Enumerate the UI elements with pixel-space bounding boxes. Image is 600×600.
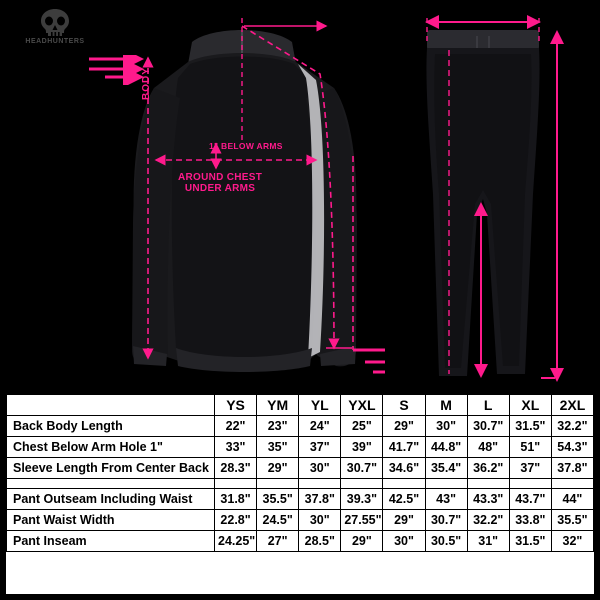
cell: 48"	[467, 437, 509, 458]
cell: 43.7"	[509, 489, 551, 510]
cell: 28.5"	[299, 531, 341, 552]
spacer-cell	[509, 479, 551, 489]
spacer-cell	[7, 479, 215, 489]
cell: 30"	[299, 510, 341, 531]
cell: 24"	[299, 416, 341, 437]
header-cell-blank	[7, 395, 215, 416]
table-row	[7, 510, 594, 531]
cell: 37"	[509, 458, 551, 479]
cell: 30.7"	[467, 416, 509, 437]
cell: 22.8"	[215, 510, 257, 531]
cell: 36.2"	[467, 458, 509, 479]
label-below-arms: 1" BELOW ARMS	[209, 141, 283, 151]
cell: 44.8"	[425, 437, 467, 458]
cell: 30"	[383, 531, 425, 552]
cell: 31.8"	[215, 489, 257, 510]
cell: 31.5"	[509, 416, 551, 437]
label-around-chest-line2: UNDER ARMS	[184, 183, 256, 194]
cell: 29"	[383, 510, 425, 531]
cell: 37.8"	[299, 489, 341, 510]
cell: 35.4"	[425, 458, 467, 479]
table-row	[7, 489, 594, 510]
header-cell-ym: YM	[257, 395, 299, 416]
size-table	[6, 394, 594, 552]
sleeve-measure-bracket	[345, 150, 390, 380]
header-cell-yl: YL	[299, 395, 341, 416]
header-cell-xl: XL	[509, 395, 551, 416]
cell: 34.6"	[383, 458, 425, 479]
header-cell-ys: YS	[215, 395, 257, 416]
cell: 32"	[551, 531, 593, 552]
jacket-illustration	[120, 18, 370, 388]
table-row	[7, 458, 594, 479]
cell: 35.5"	[257, 489, 299, 510]
cell: 23"	[257, 416, 299, 437]
cell: 30"	[425, 416, 467, 437]
cell: 54.3"	[551, 437, 593, 458]
cell: 51"	[509, 437, 551, 458]
spacer-cell	[257, 479, 299, 489]
header-cell-s: S	[383, 395, 425, 416]
cell: 27.55"	[341, 510, 383, 531]
brand-name: HEADHUNTERS	[25, 38, 85, 45]
cell: 29"	[383, 416, 425, 437]
spacer-cell	[383, 479, 425, 489]
cell: 32.2"	[551, 416, 593, 437]
cell: 29"	[257, 458, 299, 479]
skull-icon	[38, 8, 72, 38]
cell: 32.2"	[467, 510, 509, 531]
spacer-cell	[551, 479, 593, 489]
row-label-pant-outseam: Pant Outseam Including Waist	[7, 489, 215, 510]
cell: 39.3"	[341, 489, 383, 510]
cell: 35"	[257, 437, 299, 458]
cell: 27"	[257, 531, 299, 552]
cell: 28.3"	[215, 458, 257, 479]
cell: 30.5"	[425, 531, 467, 552]
size-table-container	[6, 394, 594, 594]
row-label-back-body-length: Back Body Length	[7, 416, 215, 437]
left-measure-bracket	[85, 55, 145, 85]
spacer-cell	[215, 479, 257, 489]
label-around-chest-line1: AROUND CHEST	[178, 172, 263, 183]
table-row	[7, 437, 594, 458]
cell: 37.8"	[551, 458, 593, 479]
spacer-cell	[299, 479, 341, 489]
cell: 30.7"	[425, 510, 467, 531]
cell: 24.25"	[215, 531, 257, 552]
cell: 41.7"	[383, 437, 425, 458]
cell: 22"	[215, 416, 257, 437]
cell: 31"	[467, 531, 509, 552]
header-cell-yxl: YXL	[341, 395, 383, 416]
row-label-pant-waist-width: Pant Waist Width	[7, 510, 215, 531]
pants-illustration	[405, 14, 570, 392]
spacer-cell	[341, 479, 383, 489]
spacer-cell	[467, 479, 509, 489]
row-label-pant-inseam: Pant Inseam	[7, 531, 215, 552]
cell: 43"	[425, 489, 467, 510]
brand-logo	[12, 8, 98, 60]
table-header-row	[7, 395, 594, 416]
cell: 31.5"	[509, 531, 551, 552]
cell: 42.5"	[383, 489, 425, 510]
cell: 43.3"	[467, 489, 509, 510]
cell: 44"	[551, 489, 593, 510]
header-cell-l: L	[467, 395, 509, 416]
table-row	[7, 416, 594, 437]
cell: 24.5"	[257, 510, 299, 531]
cell: 33.8"	[509, 510, 551, 531]
label-around-chest	[178, 172, 262, 194]
cell: 30"	[299, 458, 341, 479]
row-label-sleeve-length: Sleeve Length From Center Back	[7, 458, 215, 479]
table-row	[7, 531, 594, 552]
cell: 25"	[341, 416, 383, 437]
header-cell-m: M	[425, 395, 467, 416]
label-body: BODY	[141, 67, 152, 100]
cell: 37"	[299, 437, 341, 458]
spacer-cell	[425, 479, 467, 489]
cell: 35.5"	[551, 510, 593, 531]
row-label-chest-below-arm-hole: Chest Below Arm Hole 1"	[7, 437, 215, 458]
cell: 39"	[341, 437, 383, 458]
cell: 29"	[341, 531, 383, 552]
header-cell-2xl: 2XL	[551, 395, 593, 416]
cell: 30.7"	[341, 458, 383, 479]
cell: 33"	[215, 437, 257, 458]
table-group-spacer	[7, 479, 594, 489]
